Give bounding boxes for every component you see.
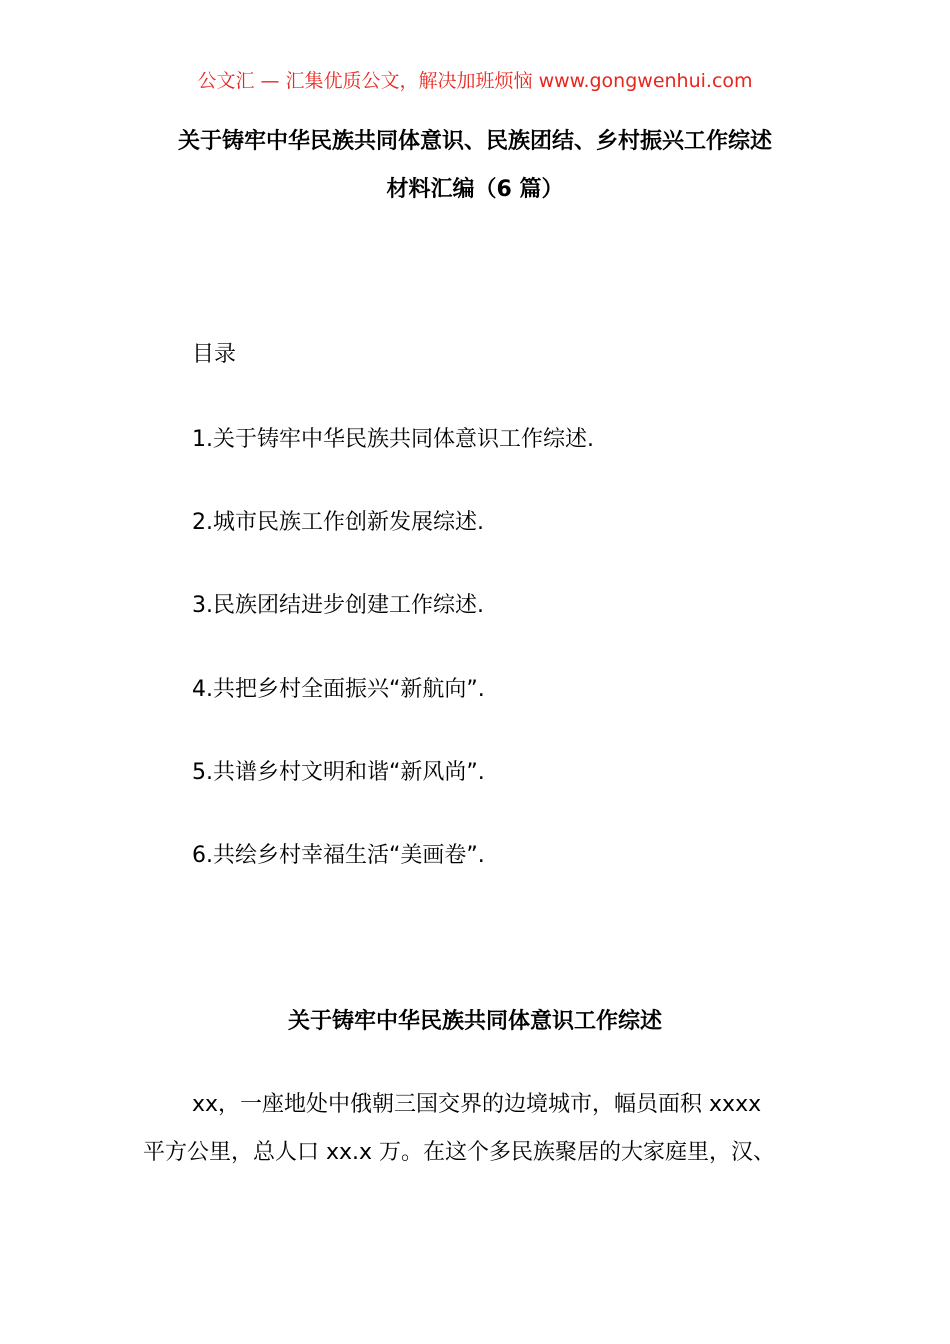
document-title-line-1: 关于铸牢中华民族共同体意识、民族团结、乡村振兴工作综述: [177, 129, 772, 154]
toc-heading: 目录: [192, 342, 237, 367]
document-title-line-2: 材料汇编（6 篇）: [386, 177, 564, 202]
toc-item-1: 1.关于铸牢中华民族共同体意识工作综述.: [192, 427, 594, 452]
section-title: 关于铸牢中华民族共同体意识工作综述: [287, 1009, 662, 1034]
toc-item-3: 3.民族团结进步创建工作综述.: [192, 593, 484, 618]
paragraph-line-1: xx，一座地处中俄朝三国交界的边境城市，幅员面积 xxxx: [192, 1092, 762, 1117]
paragraph-line-2: 平方公里，总人口 xx.x 万。在这个多民族聚居的大家庭里，汉、: [143, 1140, 776, 1165]
toc-item-5: 5.共谱乡村文明和谐“新风尚”.: [192, 760, 485, 785]
toc-item-2: 2.城市民族工作创新发展综述.: [192, 510, 484, 535]
toc-item-4: 4.共把乡村全面振兴“新航向”.: [192, 677, 485, 702]
site-banner: 公文汇 — 汇集优质公文，解决加班烦恼 www.gongwenhui.com: [197, 70, 753, 92]
toc-item-6: 6.共绘乡村幸福生活“美画卷”.: [192, 843, 485, 868]
